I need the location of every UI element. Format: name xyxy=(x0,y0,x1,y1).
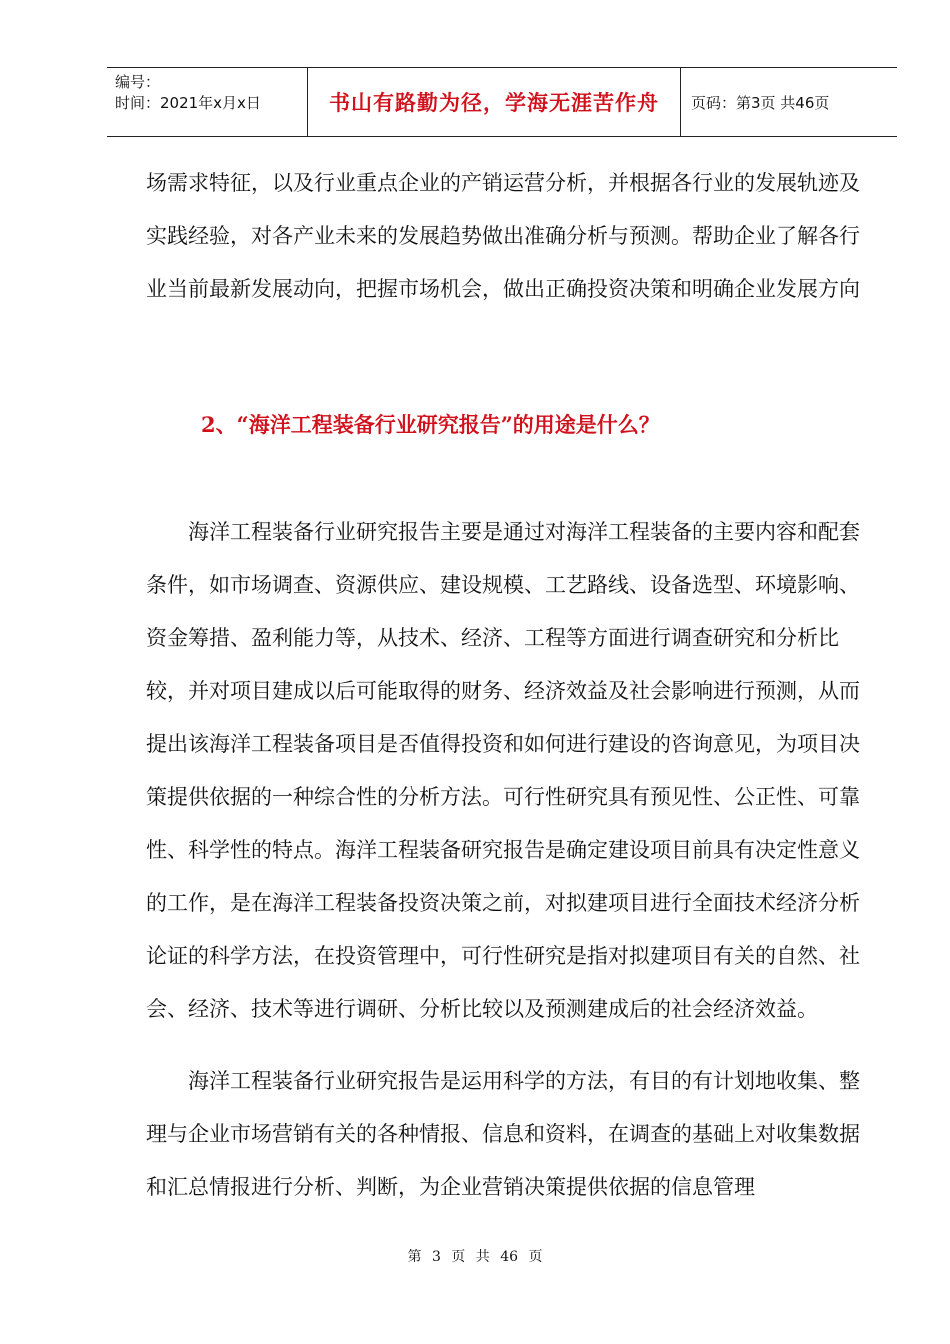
paragraph-continued xyxy=(146,157,866,316)
paragraph-purpose xyxy=(146,506,866,1036)
document-header xyxy=(107,67,897,137)
header-motto: 书山有路勤为径，学海无涯苦作舟 xyxy=(308,68,681,136)
header-meta-cell xyxy=(107,68,308,136)
paragraph-text: 场需求特征，以及行业重点企业的产销运营分析，并根据各行业的发展轨迹及实践经验，对各产业未来的发展趋势做出准确分析与预测。帮助企业了解各行业当前最新发展动向，把握市场机会，做出正确投资决策和明确企业发展方向 xyxy=(146,171,860,301)
paragraph-method xyxy=(146,1055,866,1214)
header-page-number: 页码：第3页 共46页 xyxy=(691,93,830,112)
document-date-label: 时间：2021年x月x日 xyxy=(115,94,261,112)
paragraph-text: 海洋工程装备行业研究报告主要是通过对海洋工程装备的主要内容和配套条件，如市场调查、资源供应、建设规模、工艺路线、设备选型、环境影响、资金筹措、盈利能力等，从技术、经济、工程等方面进行调查研究和分析比较，并对项目建成以后可能取得的财务、经济效益及社会影响进行预测，从而提出该海洋工程装备项目是否值得投资和如何进行建设的咨询意见，为项目决策提供依据的一种综合性的分析方法。可行性研究具有预见性、公正性、可靠性、科学性的特点。海洋工程装备研究报告是确定建设项目前具有决定性意义的工作，是在海洋工程装备投资决策之前，对拟建项目进行全面技术经济分析论证的科学方法，在投资管理中，可行性研究是指对拟建项目有关的自然、社会、经济、技术等进行调研、分析比较以及预测建成后的社会经济效益。 xyxy=(146,520,860,1021)
document-number-label: 编号： xyxy=(115,73,161,91)
section-heading: 2、“海洋工程装备行业研究报告”的用途是什么？ xyxy=(201,412,660,437)
paragraph-text: 海洋工程装备行业研究报告是运用科学的方法，有目的有计划地收集、整理与企业市场营销有关的各种情报、信息和资料，在调查的基础上对收集数据和汇总情报进行分析、判断，为企业营销决策提供依据的信息管理 xyxy=(146,1069,860,1199)
page-footer: 第 3 页 共 46 页 xyxy=(407,1249,543,1265)
